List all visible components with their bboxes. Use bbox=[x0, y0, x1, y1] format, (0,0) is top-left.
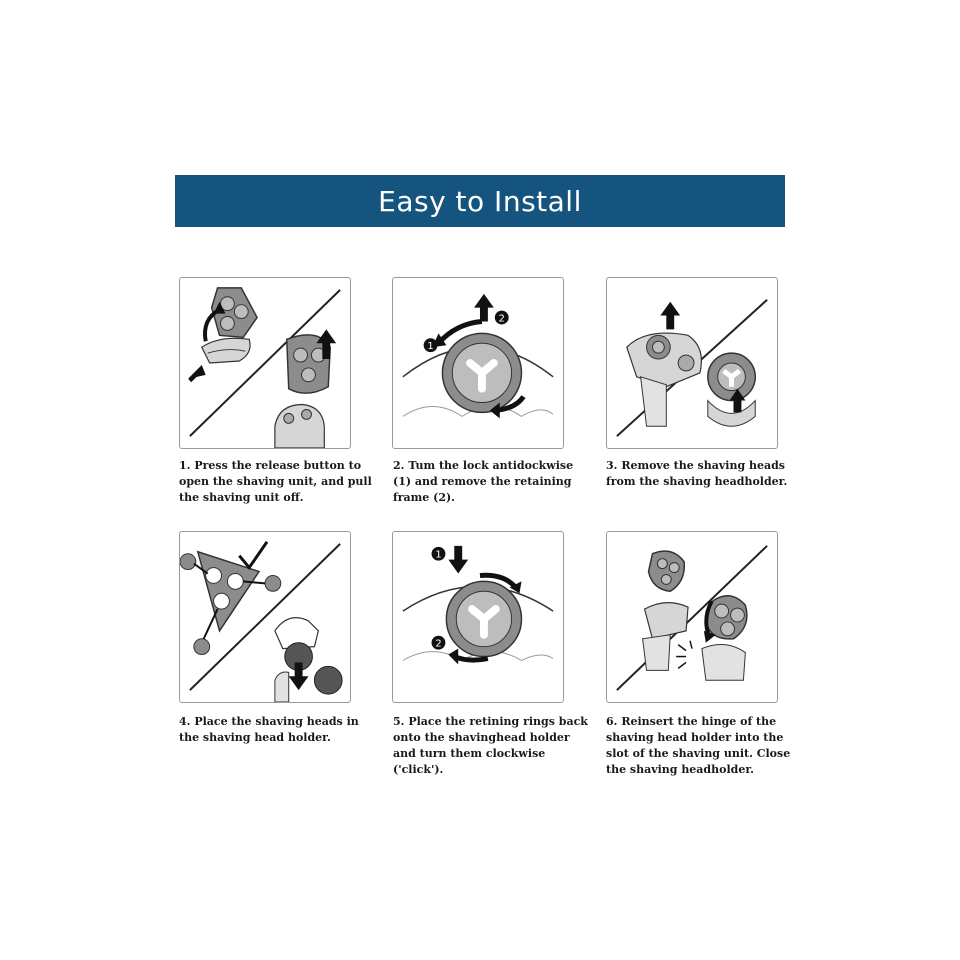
step-6-caption: 6. Reinsert the hinge of the shaving head holder into the slot of the shaving unit. Close the shaving headholder. bbox=[606, 715, 791, 776]
step-3-caption: 3. Remove the shaving heads from the shaving headholder. bbox=[606, 459, 788, 488]
checkmark-icon bbox=[239, 542, 267, 568]
shaving-unit-illustration bbox=[275, 335, 330, 448]
step-6-illustration bbox=[606, 531, 778, 703]
shaver-body-illustration bbox=[627, 333, 702, 426]
step-1-caption: 1. Press the release button to open the shaving unit, and pull the shaving unit off. bbox=[179, 459, 372, 504]
arrow-down-icon bbox=[448, 546, 468, 574]
retaining-ring-illustration bbox=[446, 581, 521, 656]
step-2-caption: 2. Tum the lock antidockwise (1) and remove the retaining frame (2). bbox=[393, 459, 574, 504]
marker-1-label: 1 bbox=[427, 341, 434, 353]
shaver-head-illustration bbox=[202, 288, 257, 363]
marker-2-label: 2 bbox=[498, 313, 505, 325]
page-title: Easy to Install bbox=[378, 184, 582, 218]
head-holder-illustration bbox=[180, 552, 281, 655]
step-5-illustration bbox=[392, 531, 564, 703]
step-4-caption: 4. Place the shaving heads in the shaving head holder. bbox=[179, 715, 359, 744]
step-3-illustration bbox=[606, 277, 778, 449]
step-1-illustration bbox=[179, 277, 351, 449]
marker-1-label: 1 bbox=[435, 549, 442, 561]
step-5-caption: 5. Place the retining rings back onto the shavinghead holder and turn them clockwise ('click'). bbox=[393, 715, 588, 776]
click-burst-icon bbox=[676, 641, 692, 669]
hand-placing-head-illustration bbox=[275, 618, 342, 702]
arrow-up-icon bbox=[474, 294, 494, 322]
step-4-illustration bbox=[179, 531, 351, 703]
shaving-head-illustration bbox=[708, 353, 755, 426]
retaining-frame-illustration bbox=[442, 333, 521, 412]
step-2-illustration bbox=[392, 277, 564, 449]
marker-2-label: 2 bbox=[435, 638, 442, 650]
arrow-up-icon bbox=[660, 302, 680, 330]
shaving-head-holder-illustration bbox=[649, 551, 685, 591]
title-banner bbox=[175, 175, 785, 227]
shaver-unit-illustration bbox=[643, 596, 747, 681]
clockwise-arrow-icon bbox=[454, 657, 488, 661]
